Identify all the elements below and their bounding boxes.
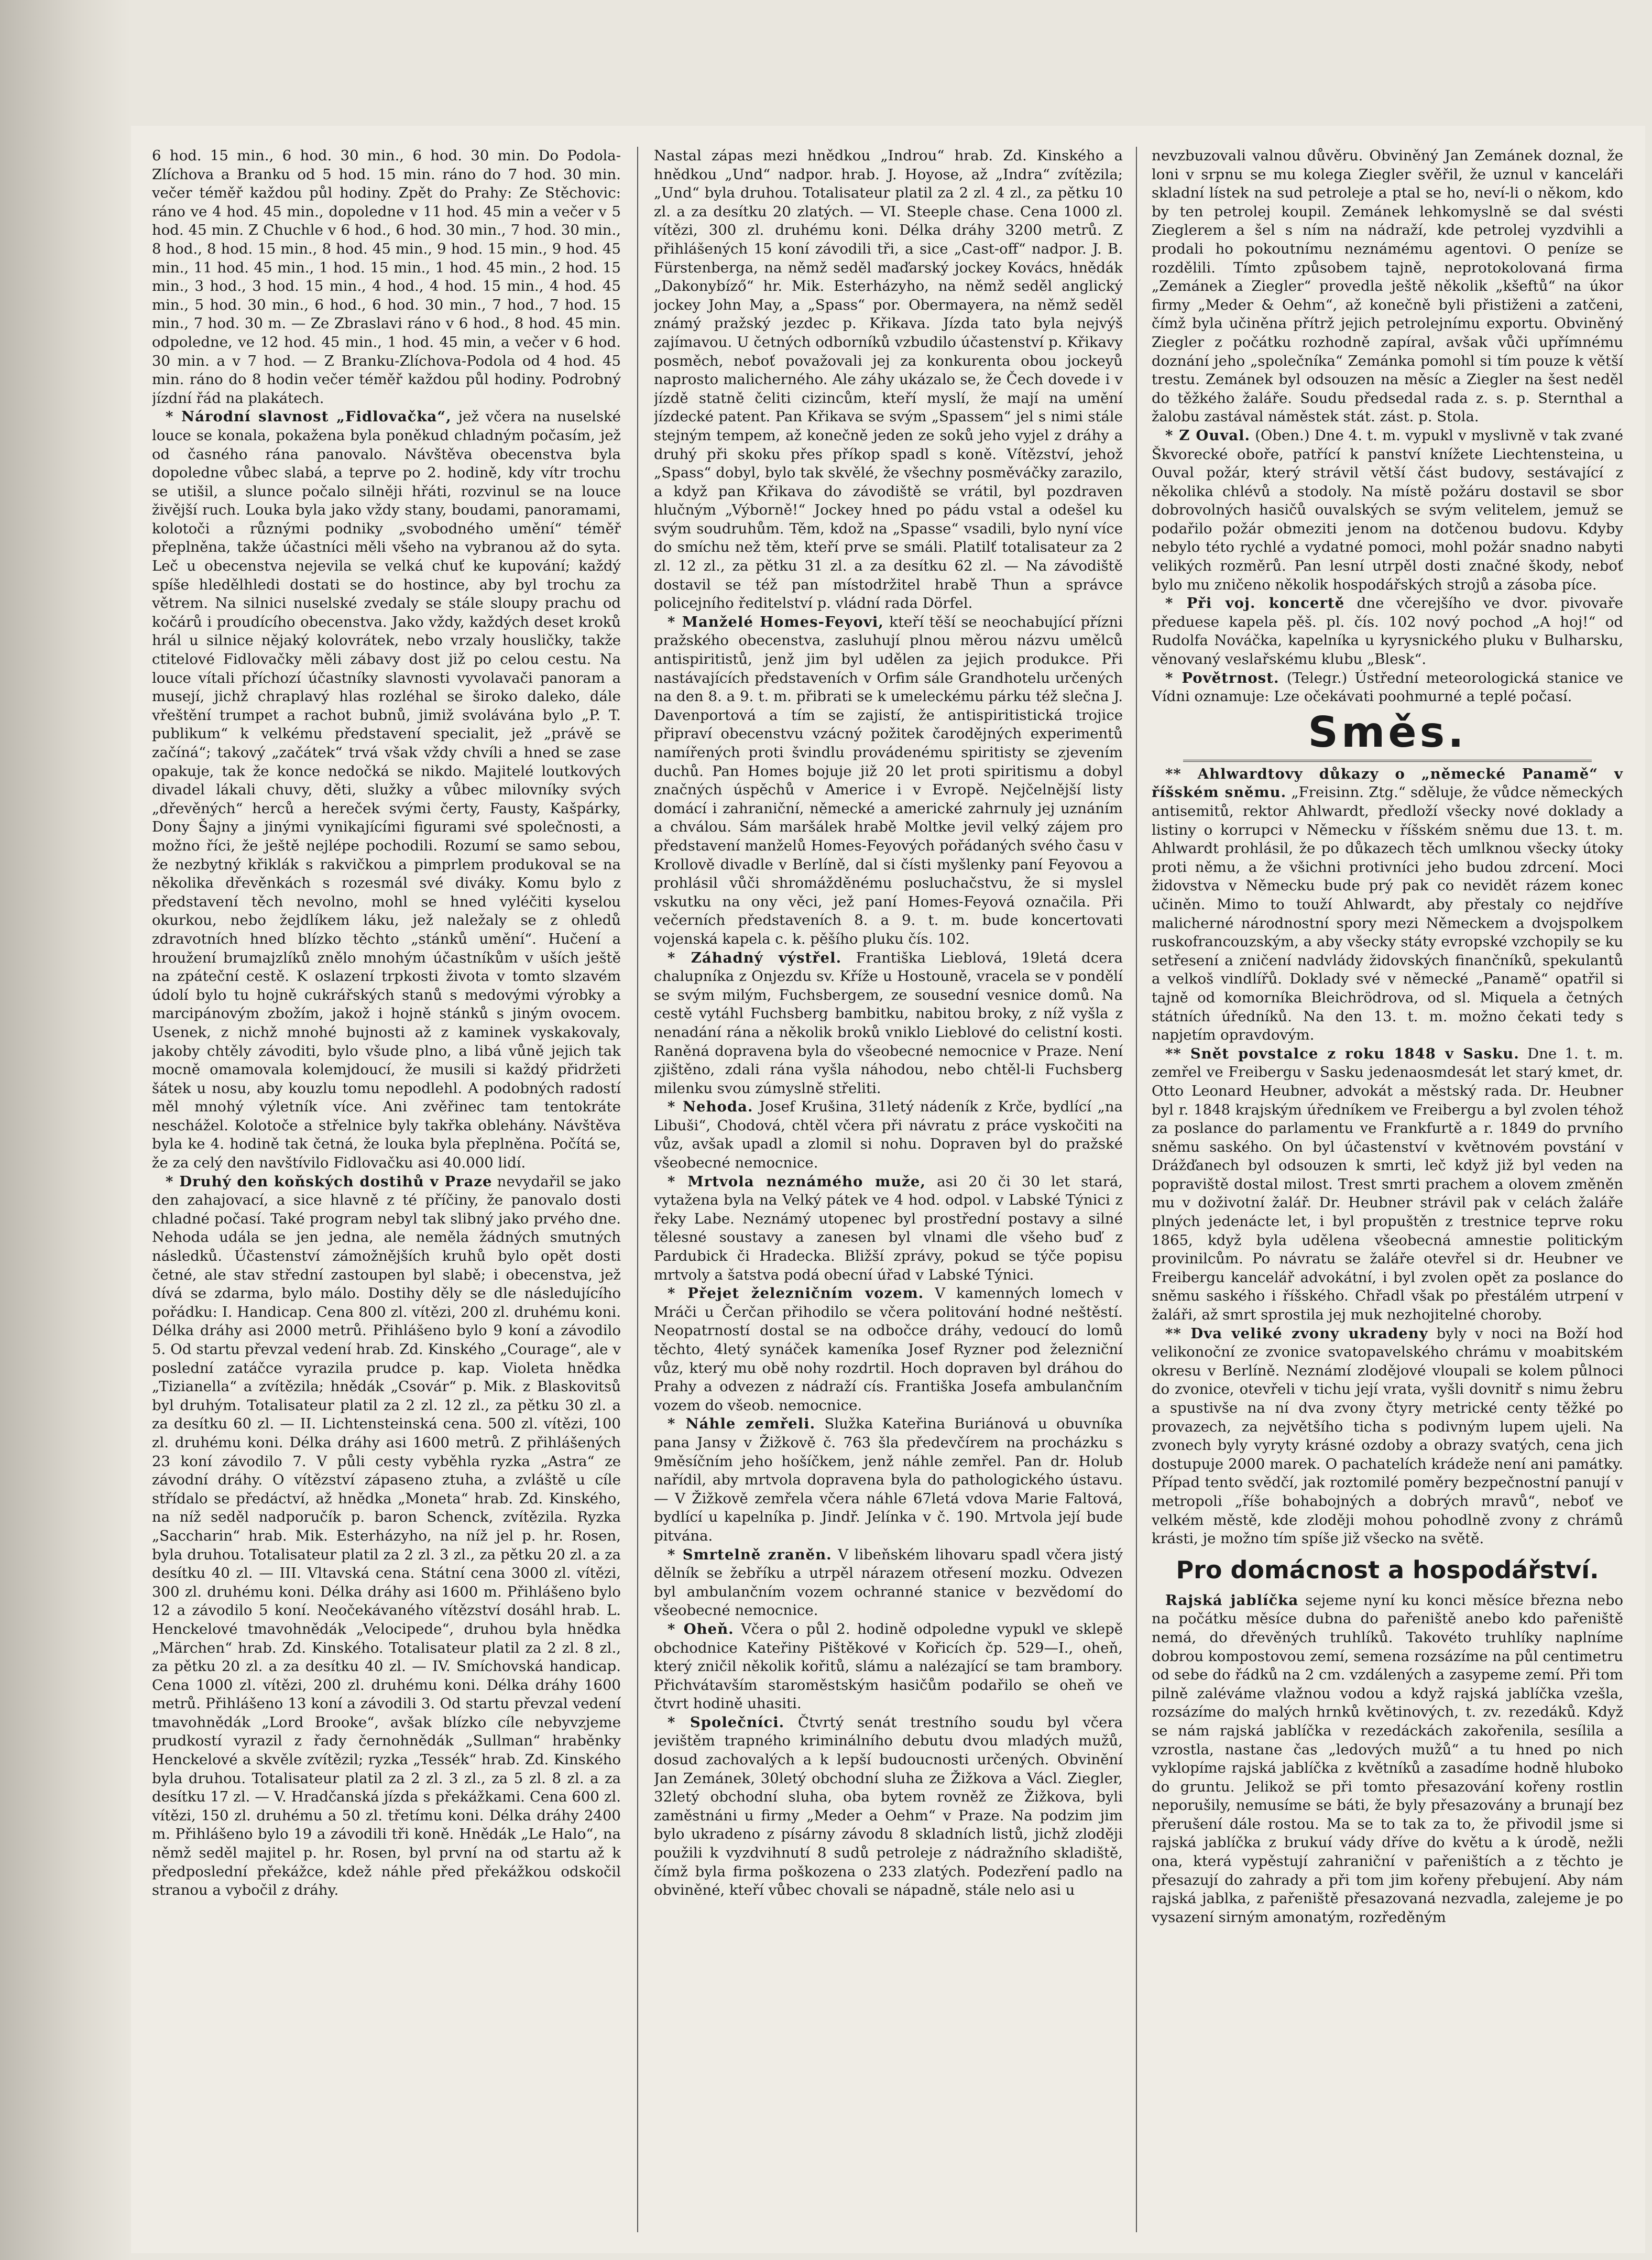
article-headline: ** Dva veliké zvony ukradeny [1165, 1325, 1428, 1342]
article-headline: ** Ahlwardtovy důkazy o „německé Panamě“ v říšském sněmu. [1152, 765, 1623, 801]
article-headline: * Mrtvola neznámého muže, [668, 1173, 926, 1190]
article-text: (Telegr.) Ústřední meteorologická stanice ve Vídni oznamuje: Lze očekávati poohmurné a teplé počasí. [1152, 669, 1623, 705]
article-headline: * Smrtelně zraněn. [668, 1546, 832, 1563]
article-headline: * Manželé Homes-Feyovi, [668, 613, 884, 630]
article-text: Služka Kateřina Buriánová u obuvníka pana Jansy v Žižkově č. 763 šla předevčírem na procházku s 9měsíčním jeho hošíčkem, jenž náhle zemřel. Pan dr. Holub nařídil, aby mrtvola dopravena byla do pathologického ústavu. — V Žižkově zemřela včera náhle 67letá vdova Marie Faltová, bydlící u kapelníka p. Jindř. Jelínka v č. 190. Mrtvola její bude pitvána. [654, 1415, 1123, 1544]
article-paragraph [1152, 1325, 1623, 1548]
article-headline: * Z Ouval. [1165, 427, 1251, 444]
article-text: V kamenných lomech v Mráči u Čerčan přihodilo se včera politování hodné neštěstí. Neopatrností dostal se na odbočce dráhy, vedoucí do lomů těchto, 4letý synáček kameníka Josef Ryzner pod železniční vůz, který mu obě nohy rozdrtil. Hoch dopraven byl dráhou do Prahy a odvezen z nádraží cís. Františka Josefa ambulančním vozem do všeob. nemocnice. [654, 1285, 1123, 1414]
article-paragraph [1152, 669, 1623, 706]
article-text: nevydařil se jako den zahajovací, a sice hlavně z té příčiny, že panovalo dosti chladné počasí. Také program nebyl tak slibný jako prvého dne. Nehoda udála se jen jedna, ale neměla žádných smutných následků. Účastenství zámožnějších kruhů bylo opět dosti četné, ale stav střední zastoupen byl slabě; i obecenstva, jež dívá se zdarma, bylo málo. Dostihy děly se dle následujícího pořádku: I. Handicap. Cena 800 zl. vítězi, 200 zl. druhému koni. Délka dráhy asi 2000 metrů. Přihlášeno bylo 9 koní a závodilo 5. Od startu převzal vedení hrab. Zd. Kinského „Courage“, ale v poslední zatáčce vyrazila prudce p. kap. Violeta hnědka „Tizianella“ a zvítězila; hnědák „Csovár“ p. Mik. z Blaskovitsů byl druhým. Totalisateur platil za 2 zl. 12 zl., za pětku 30 zl. a za desítku 60 zl. — II. Lichtensteinská cena. 500 zl. vítězi, 100 zl. druhému koni. Délka dráhy asi 1600 metrů. Z přihlášených 23 koní závodilo 7. V půli cesty vyběhla ryzka „Astra“ ze závodní dráhy. O vítězství zápaseno ztuha, a zvláště u cíle střídalo se předáctví, až hnědka „Moneta“ hrab. Zd. Kinského, na níž seděl nadporučík p. baron Schenck, zvítězila. Ryzka „Saccharin“ hrab. Mik. Esterházyho, na níž jel p. hr. Rosen, byla druhou. Totalisateur platil za 2 zl. 3 zl., za pětku 20 zl. a za desítku 40 zl. — III. Vltavská cena. Státní cena 3000 zl. vítězi, 300 zl. druhému koni. Délka dráhy asi 1600 m. Přihlášeno bylo 12 a závodilo 5 koní. Neočekávaného vítězství dosáhl hrab. L. Henckelové tmavohnědák „Velocipede“, druhou byla hnědka „Märchen“ hrab. Zd. Kinského. Totalisateur platil za 2 zl. 8 zl., za pětku 20 zl. a za desítku 40 zl. — IV. Smíchovská handicap. Cena 1000 zl. vítězi, 200 zl. druhému koni. Délka dráhy 1600 metrů. Přihlášeno 13 koní a závodili 3. Od startu převzal vedení tmavohnědák „Lord Brooke“, avšak blízko cíle nebyvzjeme prudkostí vyrazil z řady černohnědák „Sullman“ hraběnky Henckelové a skvěle zvítězil; ryzka „Tessék“ hrab. Zd. Kinského byla druhou. Totalisateur platil za 2 zl. 3 zl., za 5 zl. 8 zl. a za desítku 17 zl. — V. Hradčanská jízda s překážkami. Cena 600 zl. vítězi, 150 zl. druhému a 50 zl. třetímu koni. Délka dráhy 2400 m. Přihlášeno bylo 19 a závodili tři koně. Hnědák „Le Halo“, na němž seděl majitel p. hr. Rosen, byl první na od startu až k předposlední překážce, kdež náhle před překážkou odskočil stranou a vybočil z dráhy. [152, 1173, 621, 1899]
article-headline: * Národní slavnost „Fidlovačka“, [166, 408, 452, 425]
article-paragraph [152, 1173, 621, 1900]
article-headline: * Záhadný výstřel. [668, 949, 842, 966]
article-paragraph [1152, 765, 1623, 1045]
article-text: V libeňském lihovaru spadl včera jistý dělník se žebříku a utrpěl nárazem otřesení mozku. Odvezen byl ambulančním vozem ochranné stanice v bezvědomí do všeobecné nemocnice. [654, 1546, 1123, 1619]
article-headline: * Povětrnost. [1165, 669, 1279, 686]
article-text: sejeme nyní ku konci měsíce března nebo na počátku měsíce dubna do pařeniště anebo kdo pařeniště nemá, do dřevěných truhlíků. Takovéto truhlíky naplníme dobrou kompostovou zemí, semena rozsázíme na půl centimetru od sebe do řádků na 2 cm. vzdálených a zasypeme zemí. Při tom pilně zaléváme vlažnou vodou a když rajská jablíčka vzešla, rozsázíme do malých hrnků květinových, t. zv. rezedáků. Když se nám rajská jablíčka v rezedáckách zakořenila, sesílila a vzrostla, nastane čas „ledových mužů“ a tu hned po nich vyklopíme rajská jablíčka z květníků a zasadíme hodně hluboko do gruntu. Jelikož se při tomto přesazování kořeny rostlin neporušily, nemusíme se báti, že byly přesazovány a brunají bez přerušení dále rostou. Ma se to tak za to, že přivodil jsme si rajská jablíčka z brukuí vády dříve do květu a k úrodě, nežli ona, která vypěstují zahraniční v pařeništích a z těchto je přesazují do zahrady a při tom jim kořeny přebujení. Aby nám rajská jablka, z pařeniště přesazovaná nezvadla, zalejeme je po vysazení sirným amonatým, rozředěným [1152, 1591, 1623, 1926]
article-text: dne včerejšího ve dvor. pivovaře předuese kapela pěš. pl. čís. 102 nový pochod „A hoj!“ od Rudolfa Nováčka, kapelníka u kyrysnického pluku v Bulharsku, věnovaný veslařskému klubu „Blesk“. [1152, 595, 1623, 668]
article-paragraph [152, 147, 621, 408]
newspaper-page [131, 126, 1645, 2253]
article-headline: ** Snět povstalce z roku 1848 v Sasku. [1165, 1045, 1519, 1062]
article-text: Včera o půl 2. hodině odpoledne vypukl ve sklepě obchodnice Kateřiny Pištěkové v Kořicích čp. 529—I., oheň, který zničil několik kořitů, slámu a nalézající se tam brambory. Přichvátavším staroměstským hasičům podařilo se oheň ve čtvrt hodině uhasiti. [654, 1620, 1123, 1712]
article-paragraph [654, 1713, 1123, 1900]
article-paragraph [654, 1098, 1123, 1172]
column-3 [1152, 147, 1623, 2243]
article-paragraph [1152, 147, 1623, 427]
article-paragraph [654, 1173, 1123, 1285]
article-headline: * Druhý den koňských dostihů v Praze [166, 1173, 493, 1190]
column-1 [152, 147, 621, 2243]
article-text: Čtvrtý senát trestního soudu byl včera jevištěm trapného kriminálního debutu dvou mladých mužů, dosud zachovalých a k lepší budoucnosti určených. Obvinění Jan Zemánek, 30letý obchodní sluha ze Žižkova a Václ. Ziegler, 32letý obchodní sluha, oba bytem rovněž ze Žižkova, byli zaměstnáni u firmy „Meder a Oehm“ v Praze. Na podzim jim bylo ukradeno z písárny závodu 8 skladních listů, jichž zloději použili k vyzdvihnutí 8 sudů petroleje z nádražního skladiště, čímž byla firma poškozena o 233 zlatých. Podezření padlo na obviněné, kteří vůbec chovali se nápadně, stále nelo asi u [654, 1713, 1123, 1899]
article-headline: * Náhle zemřeli. [668, 1415, 816, 1433]
article-headline: * Společníci. [668, 1713, 785, 1731]
article-text: 6 hod. 15 min., 6 hod. 30 min., 6 hod. 30 min. Do Podola-Zlíchova a Branku od 5 hod. 15 min. ráno do 7 hod. 30 min. večer téměř každou půl hodiny. Zpět do Prahy: Ze Stěchovic: ráno ve 4 hod. 45 min., dopoledne v 11 hod. 45 min a večer v 5 hod. 45 min. Z Chuchle v 6 hod., 6 hod. 30 min., 7 hod. 30 min., 8 hod., 8 hod. 15 min., 8 hod. 45 min., 9 hod. 15 min., 9 hod. 45 min., 11 hod. 45 min., 1 hod. 15 min., 1 hod. 45 min., 2 hod. 15 min., 3 hod., 3 hod. 15 min., 4 hod., 4 hod. 15 min., 4 hod. 45 min., 5 hod. 30 min., 6 hod., 6 hod. 30 min., 7 hod., 7 hod. 15 min., 7 hod. 30 m. — Ze Zbraslavi ráno v 6 hod., 8 hod. 45 min. odpoledne, ve 12 hod. 45 min., 1 hod. 45 min, a večer v 6 hod. 30 min. a v 7 hod. — Z Branku-Zlíchova-Podola od 4 hod. 45 min. ráno do 8 hodin večer téměř každou půl hodiny. Podrobný jízdní řád na plakátech. [152, 147, 621, 407]
article-paragraph [654, 1415, 1123, 1545]
article-paragraph [654, 949, 1123, 1098]
article-paragraph [654, 1546, 1123, 1620]
column-2 [654, 147, 1123, 2243]
article-paragraph [152, 408, 621, 1172]
article-headline: * Oheň. [668, 1620, 734, 1637]
article-text: Nastal zápas mezi hnědkou „Indrou“ hrab. Zd. Kinského a hnědkou „Und“ nadpor. hrab. J. Hoyose, až „Indra“ zvítězila; „Und“ byla druhou. Totalisateur platil za 2 zl. 4 zl., za pětku 10 zl. a za desítku 20 zlatých. — VI. Steeple chase. Cena 1000 zl. vítězi, 300 zl. druhému koni. Délka dráhy 3200 metrů. Z přihlášených 15 koní závodili tři, a sice „Cast-off“ nadpor. J. B. Fürstenberga, na němž seděl maďarský jockey Kovács, hnědák „Dakonybíző“ hr. Mik. Esterházyho, na němž seděl anglický jockey John May, a „Spass“ por. Obermayera, na němž seděl známý pražský jezdec p. Křikava. Jízda tato byla nejvýš zajímavou. U četných odborníků vzbudilo účastenství p. Křikavy posměch, neboť považovali jej za konkurenta obou jockeyů naprosto malicherného. Ale záhy ukázalo se, že Čech dovede i v jízdě statně čeliti cizincům, kteří myslí, že mají na umění jízdecké patent. Pan Křikava se svým „Spassem“ jel s nimi stále stejným tempem, až konečně jeden ze soků jeho vyjel z dráhy a druhý při skoku přes příkop spadl s koně. Vítězství, jehož „Spass“ dobyl, bylo tak skvělé, že všechny posměváčky zarazilo, a když pan Křikava do závodiště se vrátil, byl pozdraven hlučným „Výborně!“ Jockey hned po pádu vstal a odešel ku svým soudruhům. Těm, kdož na „Spasse“ vsadili, bylo nyní více do smíchu než těm, kteří prve se smáli. Platilť totalisateur za 2 zl. 12 zl., za pětku 31 zl. a za desítku 62 zl. — Na závodiště dostavil se též pan místodržitel hrabě Thun a správce policejního ředitelství p. vládní rada Dörfel. [654, 147, 1123, 612]
section-divider [1183, 760, 1592, 762]
article-text: Dne 1. t. m. zemřel ve Freibergu v Sasku jedenaosmdesát let starý kmet, dr. Otto Leonard Heubner, advokát a městský rada. Dr. Heubner byl r. 1848 krajským úředníkem ve Freibergu a byl zvolen téhož za poslance do parlamentu ve Frankfurtě a r. 1849 do prvního sněmu saského. On byl účastenství v květnovém povstání v Drážďanech byl odsouzen k smrti, leč když již byl veden na popraviště dostal milost. Trest smrti prachem a olovem změněn mu v doživotní žalář. Dr. Heubner strávil pak v celách žaláře plných jedenácte let, i byl propuštěn z trestnice teprve roku 1865, když byla udělena všeobecná amnestie politickým provinilcům. Po návratu se žaláře otevřel si dr. Heubner ve Freibergu kancelář advokátní, i byl zvolen opět za poslance do sněmu saského i říšského. Chřadl však po přestálém utrpení v žaláři, až smrt sprostila jej muk nezhojitelné choroby. [1152, 1045, 1623, 1324]
article-text: jež včera na nuselské louce se konala, pokažena byla poněkud chladným počasím, jež od časného rána panovalo. Návštěva obecenstva byla dopoledne vůbec slabá, a teprve po 2. hodině, kdy vítr trochu se utišil, a slunce počalo silněji hřáti, rozvinul se na louce živější ruch. Louka byla jako vždy stany, boudami, panoramami, kolotoči a různými podniky „svobodného umění“ téměř přeplněna, takže účastníci měli všeho na vybranou až do syta. Leč u obecenstva nejevila se velká chuť ke kupování; každý spíše hledělhledi dostati se do hostince, aby byl trochu za větrem. Na silnici nuselské zvedaly se stále sloupy prachu od kočárů i proudícího obecenstva. Jako vždy, každých deset kroků hrál u silnice nějaký kolovrátek, nebo vrzaly housličky, takže ctitelové Fidlovačky měli zábavy dost již po celou cestu. Na louce vítali příchozí účastníky slavnosti vyvolavači panoram a musejí, jichž chraplavý hlas rozléhal se široko daleko, dále vřeštění trumpet a rachot bubnů, jimiž svolávána bylo „P. T. publikum“ k velkému představení specialit, jež „právě se začíná“; takový „začátek“ trvá však vždy chvíli a hned se zase opakuje, tak že konce nedočká se nikdo. Majitelé loutkových divadel lákali chuvy, děti, služky a vůbec milovníky svých „dřevěných“ herců a hereček svými čerty, Fausty, Kašpárky, Dony Šajny a jinými vynikajícími figurami své společnosti, a možno říci, že ještě nejlépe pochodili. Rozumí se samo sebou, že nezbytný křiklák s rakvičkou a pimprlem produkoval se na několika dřevěnkách s rozesmál své diváky. Komu bylo z představení těch nevolno, mohl se hned vyléčiti kyselou okurkou, nebo žejdlíkem láku, jež naležaly se z ohledů zdravotních hned blízko těchto „stánků umění“. Hučení a hroužení brumajzlíků znělo mnohým účastníkům v uších ještě na zpáteční cestě. K oslazení trpkosti života v tomto slzavém údolí bylo tu hojně cukrářských stanů s medovými výrobky a marcipánovým zbožím, jakož i hojně stánků s jiným ovocem. Usenek, z nichž mnohé bujnosti až z kaminek vyskakovaly, jakoby chtěly závoditi, bylo všude plno, a libá vůně jejich tak mocně omamovala kolemjdoucí, že musili si každý přidržeti šátek u nosu, aby kouzlu tomu nepodlehl. A podobných radostí měl mnohý výletník více. Ani zvěřinec tam tentokráte neschážel. Kolotoče a střelnice byly takřka oblehány. Návštěva byla ke 4. hodině tak četná, že louka byla přeplněna. Počítá se, že za celý den navštívilo Fidlovačku asi 40.000 lidí. [152, 408, 621, 1172]
article-text: byly v noci na Boží hod velikonoční ze zvonice svatopavelského chrámu v moabitském okresu v Berlíně. Neznámí zlodějové vloupali se kolem půlnoci do zvonice, otevřeli v tichu její vrata, vyšli dovnitř s nimu žebru a spustivše na ní dva zvony čtyry metrické centy těžké po provazech, za největšího ticha s podivným lupem ujeli. Na zvonech byly vyryty krásné ozdoby a obrazy svatých, cena jich dostupuje 2000 marek. O pachatelích krádeže není ani památky. Případ tento svědčí, jak roztomilé poměry bezpečnostní panují v metropoli „říše bohabojných a dobrých mravů“, neboť ve velkém městě, kde zloději mohou pohodlně zvony z chrámů krásti, je možno tím spíše již všecko na světě. [1152, 1325, 1623, 1547]
article-headline: * Přejet železničním vozem. [668, 1285, 924, 1302]
article-paragraph [1152, 427, 1623, 594]
article-paragraph [654, 1284, 1123, 1415]
article-text: Josef Krušina, 31letý nádeník z Krče, bydlící „na Libuši“, Chodová, chtěl včera při návratu z práce vyskočiti na vůz, avšak upadl a zlomil si nohu. Dopraven byl do pražské všeobecné nemocnice. [654, 1098, 1123, 1172]
article-text: asi 20 či 30 let stará, vytažena byla na Velký pátek ve 4 hod. odpol. v Labské Týnici z řeky Labe. Neznámý utopenec byl prostřední postavy a silné tělesné soustavy a zanesen byl vlnami dle všeho buď z Pardubick či Hradecka. Bližší zprávy, pokud se týče popisu mrtvoly a šatstva podá obecní úřad v Labské Týnici. [654, 1173, 1123, 1283]
article-text: Františka Lieblová, 19letá dcera chalupníka z Onjezdu sv. Kříže u Hostouně, vracela se v pondělí se svým milým, Fuchsbergem, ze sousední vesnice domů. Na cestě vytáhl Fuchsberg bambitku, nabitou broky, z níž vyšla z nenadání rána a několik broků vniklo Lieblové do celistní kosti. Raněná dopravena byla do všeobecné nemocnice v Praze. Není zjištěno, zdali rána vyšla náhodou, nebo chtěl-li Fuchsberg milenku svou zúmyslně střeliti. [654, 949, 1123, 1097]
column-rule [1136, 147, 1137, 2232]
article-headline: * Při voj. koncertě [1165, 595, 1345, 612]
article-paragraph [654, 1620, 1123, 1713]
article-headline: * Nehoda. [668, 1098, 753, 1116]
article-headline: Rajská jablíčka [1165, 1591, 1299, 1609]
section-heading: Směs. [1308, 707, 1467, 757]
subsection-heading: Pro domácnost a hospodářství. [1176, 1555, 1599, 1584]
article-text: „Freisinn. Ztg.“ sděluje, že vůdce německých antisemitů, rektor Ahlwardt, předloží všecky nové doklady a listiny o korrupci v Německu v říšském sněmu due 13. t. m. Ahlwardt prohlásil, že po důkazech těch umlknou všecky útoky proti němu, a že všichni protivníci jeho budou zdrcení. Moci židovstva v Německu bude prý pak co nevidět rázem konec učiněn. Mimo to touží Ahlwardt, aby přestaly co nejdříve malicherné národnostní spory mezi Německem a dvojspolkem ruskofrancouzským, a aby všecky státy evropské vzchopily se ku setřesení a zničení nadvlády židovských finančníků, spekulantů a velkoš vindlířů. Doklady své v německé „Panamě“ opatřil si tajně od komorníka Bleichrödrova, od sl. Miquela a četných státních úředníků. Na den 13. t. m. možno čekati tedy s napjetím opravdovým. [1152, 784, 1623, 1044]
article-text: (Oben.) Dne 4. t. m. vypukl v myslivně v tak zvané Škvorecké oboře, patřící k panství knížete Liechtensteina, u Ouval požár, který strávil větší část budovy, sestávající z několika chlévů a stodoly. Na místě požáru dostavil se sbor dobrovolných hasičů ouvalských se svým velitelem, jemuž se podařilo požár obmeziti jenom na dotčenou budovu. Kdyby nebylo této rychlé a vydatné pomoci, mohl požár snadno nabyti velikých rozměrů. Pan lesní utrpěl dosti značné škody, neboť bylo mu zničeno několik hospodářských strojů a zásoba píce. [1152, 427, 1623, 593]
scan-edge [0, 0, 131, 2260]
article-text: kteří těší se neochabující přízni pražského obecenstva, zasluhují plnou měrou názvu umělců antispiritistů, jenž jim byl udělen za jejich produkce. Při nastávajících představeních v Orfim sále Grandhotelu určených na den 8. a 9. t. m. přibrati se k umeleckému párku též slečna J. Davenportová a tím se zajistí, že antispiritistická trojice připraví obecenstvu vzácný požitek čarodějných experimentů namířených proti švindlu provádenému spiritisty se zjevením duchů. Pan Homes bojuje již 20 let proti spiritismu a dobyl značných úspěchů v Americe i v Evropě. Nejčelnější listy domácí i zahraniční, německé a americké zahrnuly jej uznáním a chválou. Sám maršálek hrabě Moltke jevil velký zájem pro představení manželů Homes-Feyových pořádaných svého času v Krollově divadle v Berlíně, dal si čísti myšlenky paní Feyovou a prohlásil vůči shromážděnému posluchačstvu, že si myslel vskutku na ony věci, jež paní Homes-Feyová označila. Při večerních představeních 8. a 9. t. m. bude koncertovati vojenská kapela c. k. pěšího pluku čís. 102. [654, 613, 1123, 947]
article-paragraph [654, 613, 1123, 949]
article-text: nevzbuzovali valnou důvěru. Obviněný Jan Zemánek doznal, že loni v srpnu se mu kolega Ziegler svěřil, že uznul v kanceláři skladní lístek na sud petroleje a ptal se ho, neví-li o někom, kdo by ten petrolej koupil. Zemánek lehkomyslně se dal svésti Zieglerem a šel s ním na nádraží, kde petrolej vyzdvihli a prodali ho pokoutnímu neznámému agentovi. O peníze se rozdělili. Tímto způsobem tajně, neprotokolovaná firma „Zemánek a Ziegler“ provedla ještě několik „kšeftů“ na úkor firmy „Meder & Oehm“, až konečně byli přistiženi a zatčeni, čímž byla učiněna přítrž jejich petrolejnímu exportu. Obviněný Ziegler z počátku rozhodně zapíral, avšak vůči upřímnému doznání jeho „společníka“ Zemánka pomohl si tím pouze k větší trestu. Zemánek byl odsouzen na měsíc a Ziegler na šest neděl do těžkého žaláře. Soudu předsedal rada z. s. p. Sternthal a žalobu zastával náměstek stát. zást. p. Stola. [1152, 147, 1623, 425]
column-rule [637, 147, 638, 2232]
article-paragraph [654, 147, 1123, 613]
article-paragraph [1152, 594, 1623, 669]
article-paragraph [1152, 1045, 1623, 1325]
article-paragraph [1152, 1591, 1623, 1927]
